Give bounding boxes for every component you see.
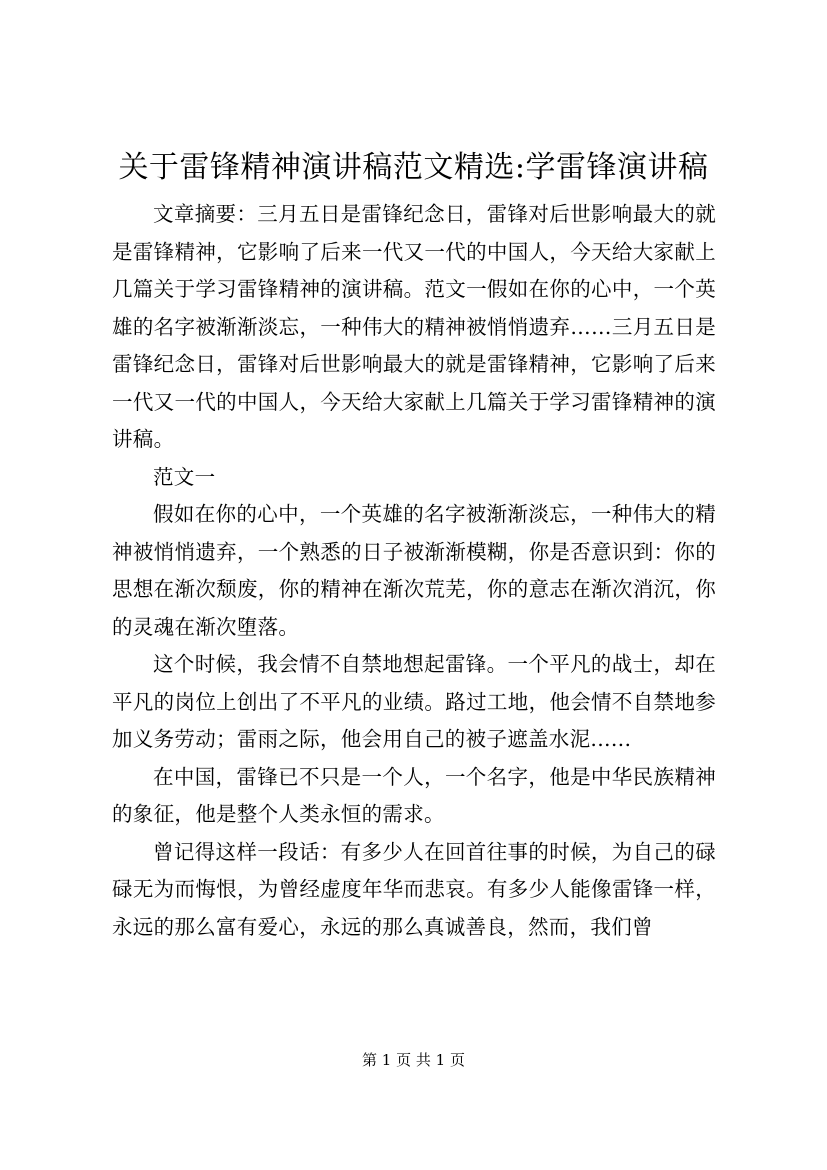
paragraph-body-3: 在中国，雷锋已不只是一个人，一个名字，他是中华民族精神的象征，他是整个人类永恒的需求。 bbox=[112, 764, 716, 826]
page-number-footer: 第 1 页 共 1 页 bbox=[362, 1051, 465, 1069]
document-title: 关于雷锋精神演讲稿范文精选:学雷锋演讲稿 bbox=[118, 150, 709, 185]
paragraph-body-2: 这个时候，我会情不自禁地想起雷锋。一个平凡的战士，却在平凡的岗位上创出了不平凡的业绩。路过工地，他会情不自禁地参加义务劳动；雷雨之际，他会用自己的被子遮盖水泥...... bbox=[112, 652, 716, 751]
paragraph-abstract: 文章摘要：三月五日是雷锋纪念日，雷锋对后世影响最大的就是雷锋精神，它影响了后来一代又一代的中国人，今天给大家献上几篇关于学习雷锋精神的演讲稿。范文一假如在你的心中，一个英雄的名字被渐渐淡忘，一种伟大的精神被悄悄遗弃……三月五日是雷锋纪念日，雷锋对后世影响最大的就是雷锋精神，它影响了后来一代又一代的中国人，今天给大家献上几篇关于学习雷锋精神的演讲稿。 bbox=[112, 202, 716, 451]
document-body bbox=[112, 196, 716, 946]
paragraph-section-heading: 范文一 bbox=[153, 464, 216, 489]
paragraph-body-4: 曾记得这样一段话：有多少人在回首往事的时候，为自己的碌碌无为而悔恨，为曾经虚度年华而悲哀。有多少人能像雷锋一样，永远的那么富有爱心，永远的那么真诚善良，然而，我们曾 bbox=[112, 839, 716, 939]
paragraph-body-1: 假如在你的心中，一个英雄的名字被渐渐淡忘，一种伟大的精神被悄悄遗弃，一个熟悉的日子被渐渐模糊，你是否意识到：你的思想在渐次颓废，你的精神在渐次荒芜，你的意志在渐次消沉，你的灵魂在渐次堕落。 bbox=[112, 502, 716, 639]
